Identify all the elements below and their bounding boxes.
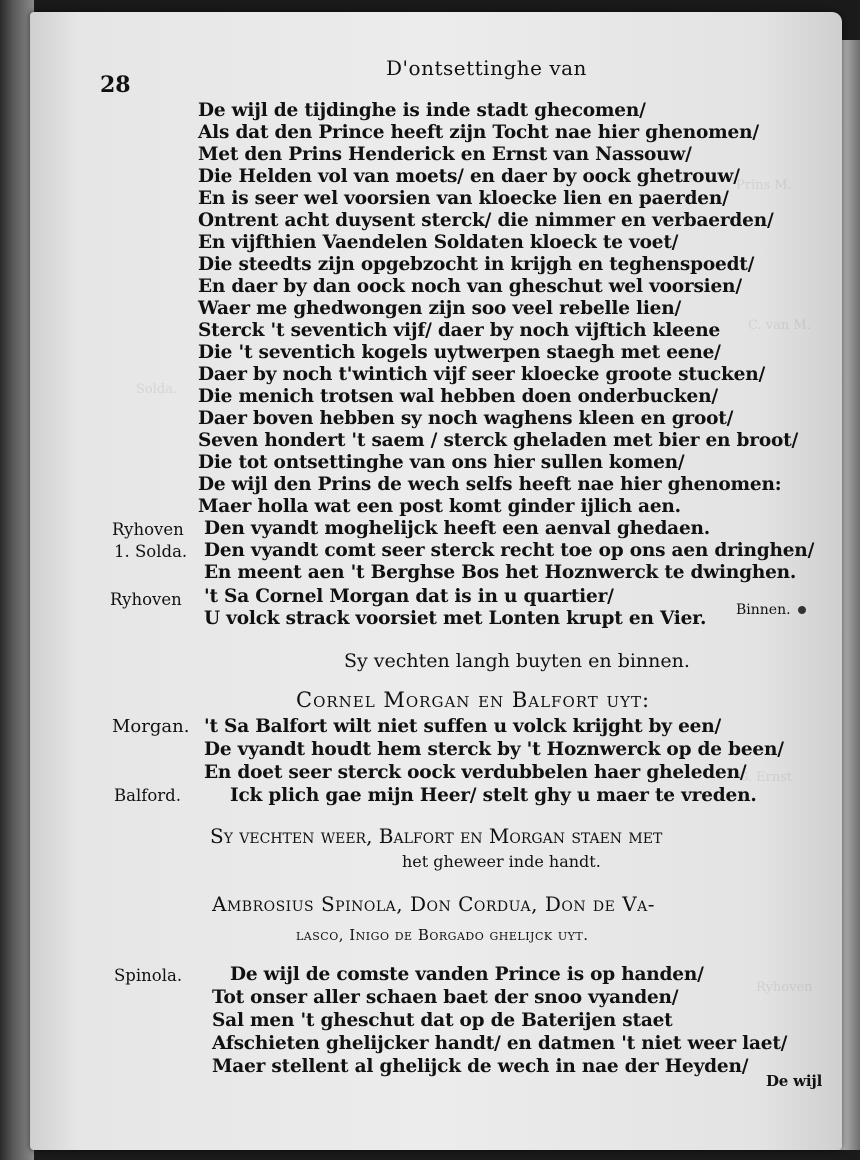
speaker-label: Morgan. (112, 716, 190, 737)
verse-line: Sterck 't seventich vijf/ daer by noch vijftich kleene (198, 320, 721, 341)
verse-line: Als dat den Prince heeft zijn Tocht nae hier ghenomen/ (198, 122, 759, 143)
verse-line: Die Helden vol van moets/ en daer by oock ghetrouw/ (198, 166, 740, 187)
verse-line: Sal men 't gheschut dat op de Baterijen staet (212, 1010, 673, 1031)
stage-direction: Sy vechten weer, Balfort en Morgan staen met (210, 824, 663, 848)
verse-line: Waer me ghedwongen zijn soo veel rebelle lien/ (198, 298, 682, 319)
verse-line: Den vyandt comt seer sterck recht toe op ons aen dringhen/ (204, 540, 815, 561)
verse-line: En meent aen 't Berghse Bos het Hoznwerck te dwinghen. (204, 562, 797, 583)
verse-line: Die tot ontsettinghe van ons hier sullen komen/ (198, 452, 685, 473)
verse-line: En is seer wel voorsien van kloecke lien en paerden/ (198, 188, 729, 209)
catchword: De wijl (766, 1072, 823, 1090)
verse-line: De vyandt houdt hem sterck by 't Hoznwerck op de been/ (204, 739, 784, 760)
speaker-label: Spinola. (114, 966, 183, 985)
verse-line: Ontrent acht duysent sterck/ die nimmer en verbaerden/ (198, 210, 774, 231)
verse-line: Die 't seventich kogels uytwerpen staegh met eene/ (198, 342, 721, 363)
ornament-dot (798, 606, 806, 614)
running-head: D'ontsettinghe van (386, 56, 587, 80)
verse-line: U volck strack voorsiet met Lonten krupt en Vier. (204, 608, 707, 629)
stage-direction-heading: Cornel Morgan en Balfort uyt: (296, 688, 651, 712)
verse-line: Ick plich gae mijn Heer/ stelt ghy u maer te vreden. (230, 785, 757, 806)
show-through-text: C. van M. (748, 318, 811, 333)
verse-line: Met den Prins Henderick en Ernst van Nassouw/ (198, 144, 692, 165)
verse-line: De wijl den Prins de wech selfs heeft nae hier ghenomen: (198, 474, 782, 495)
page-number: 28 (100, 72, 131, 98)
speaker-label: Ryhoven (110, 590, 182, 609)
show-through-text: Solda. (136, 382, 178, 397)
speaker-label: Ryhoven (112, 520, 184, 539)
verse-line: Daer by noch t'wintich vijf seer kloecke groote stucken/ (198, 364, 766, 385)
verse-line: De wijl de comste vanden Prince is op handen/ (230, 964, 704, 985)
verse-line: 't Sa Balfort wilt niet suffen u volck krijght by een/ (204, 716, 722, 737)
verse-line: Die menich trotsen wal hebben doen onderbucken/ (198, 386, 718, 407)
stage-direction: het gheweer inde handt. (402, 852, 601, 871)
verse-line: En doet seer sterck oock verdubbelen haer gheleden/ (204, 762, 747, 783)
verse-line: De wijl de tijdinghe is inde stadt ghecomen/ (198, 100, 646, 121)
verse-line: Tot onser aller schaen baet der snoo vyanden/ (212, 987, 679, 1008)
show-through-text: Prins M. (736, 178, 792, 193)
verse-line: Maer stellent al ghelijck de wech in nae der Heyden/ (212, 1056, 749, 1077)
verse-line: Maer holla wat een post komt ginder ijlich aen. (198, 496, 681, 517)
verse-line: Daer boven hebben sy noch waghens kleen en groot/ (198, 408, 734, 429)
stage-direction-binnen: Binnen. (736, 602, 791, 618)
verse-line: En vijfthien Vaendelen Soldaten kloeck te voet/ (198, 232, 679, 253)
verse-line: Seven hondert 't saem / sterck gheladen met bier en broot/ (198, 430, 799, 451)
character-entry-heading: lasco, Inigo de Borgado ghelijck uyt. (296, 926, 589, 944)
verse-line: 't Sa Cornel Morgan dat is in u quartier/ (204, 586, 614, 607)
verse-line: Die steedts zijn opgebzocht in krijgh en teghenspoedt/ (198, 254, 755, 275)
verse-line: Afschieten ghelijcker handt/ en datmen 't niet weer laet/ (212, 1033, 788, 1054)
book-gutter-shadow (0, 0, 34, 1160)
speaker-label: 1. Solda. (114, 542, 188, 561)
verse-line: Den vyandt moghelijck heeft een aenval ghedaen. (204, 518, 711, 539)
speaker-label: Balford. (114, 786, 181, 805)
stage-direction: Sy vechten langh buyten en binnen. (344, 650, 690, 672)
show-through-text: G. Ernst (738, 770, 793, 785)
character-entry-heading: Ambrosius Spinola, Don Cordua, Don de Va- (212, 892, 656, 916)
verse-line: En daer by dan oock noch van gheschut wel voorsien/ (198, 276, 742, 297)
show-through-text: Ryhoven (756, 980, 813, 995)
